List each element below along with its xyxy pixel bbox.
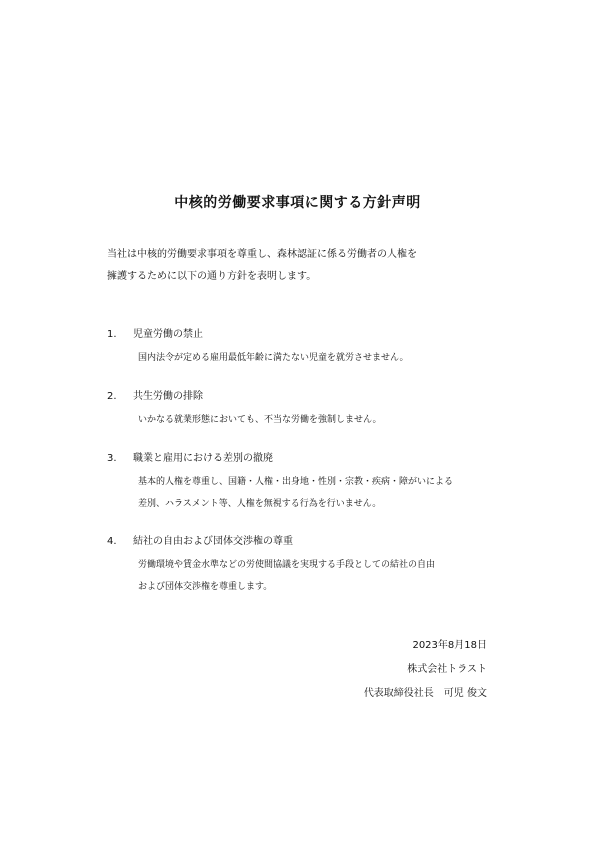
policy-item-body — [138, 471, 453, 515]
policy-item-4 — [107, 533, 435, 598]
signature-company: 株式会社トラスト — [407, 664, 487, 675]
item-body-line: 差別、ハラスメント等、人権を無視する行為を行いません。 — [138, 499, 382, 509]
item-heading-text: 結社の自由および団体交渉権の尊重 — [133, 536, 293, 547]
policy-item-heading — [107, 388, 382, 406]
item-heading-text: 共生労働の排除 — [133, 391, 203, 402]
item-number: 2. — [107, 391, 117, 402]
signature-representative: 代表取締役社長 可児 俊文 — [363, 688, 487, 699]
item-body-line: 労働環境や賃金水準などの労使間協議を実現する手段としての結社の自由 — [138, 560, 436, 570]
item-body-line: 国内法令が定める雇用最低年齢に満たない児童を就労させません。 — [138, 353, 409, 363]
policy-item-2 — [107, 388, 382, 431]
policy-item-heading — [107, 326, 409, 344]
item-number: 1. — [107, 329, 117, 340]
intro-line: 擁護するために以下の通り方針を表明します。 — [107, 271, 317, 282]
item-body-line: 基本的人権を尊重し、国籍・人権・出身地・性別・宗教・疾病・障がいによる — [138, 477, 454, 487]
item-heading-text: 児童労働の禁止 — [133, 329, 203, 340]
signature-date: 2023年8月18日 — [412, 640, 487, 651]
item-number: 4. — [107, 536, 117, 547]
policy-item-3 — [107, 450, 453, 515]
policy-item-heading — [107, 533, 435, 551]
document-title: 中核的労働要求事項に関する方針声明 — [174, 195, 421, 211]
policy-item-1 — [107, 326, 409, 369]
intro-paragraph — [107, 244, 417, 288]
policy-item-body — [138, 554, 435, 598]
item-heading-text: 職業と雇用における差別の撤廃 — [133, 453, 273, 464]
policy-item-body — [138, 409, 382, 431]
policy-item-body — [138, 347, 409, 369]
policy-item-heading — [107, 450, 453, 468]
item-number: 3. — [107, 453, 117, 464]
item-body-line: および団体交渉権を尊重します。 — [138, 582, 273, 592]
item-body-line: いかなる就業形態においても、不当な労働を強制しません。 — [138, 415, 382, 425]
intro-line: 当社は中核的労働要求事項を尊重し、森林認証に係る労働者の人権を — [107, 249, 417, 260]
